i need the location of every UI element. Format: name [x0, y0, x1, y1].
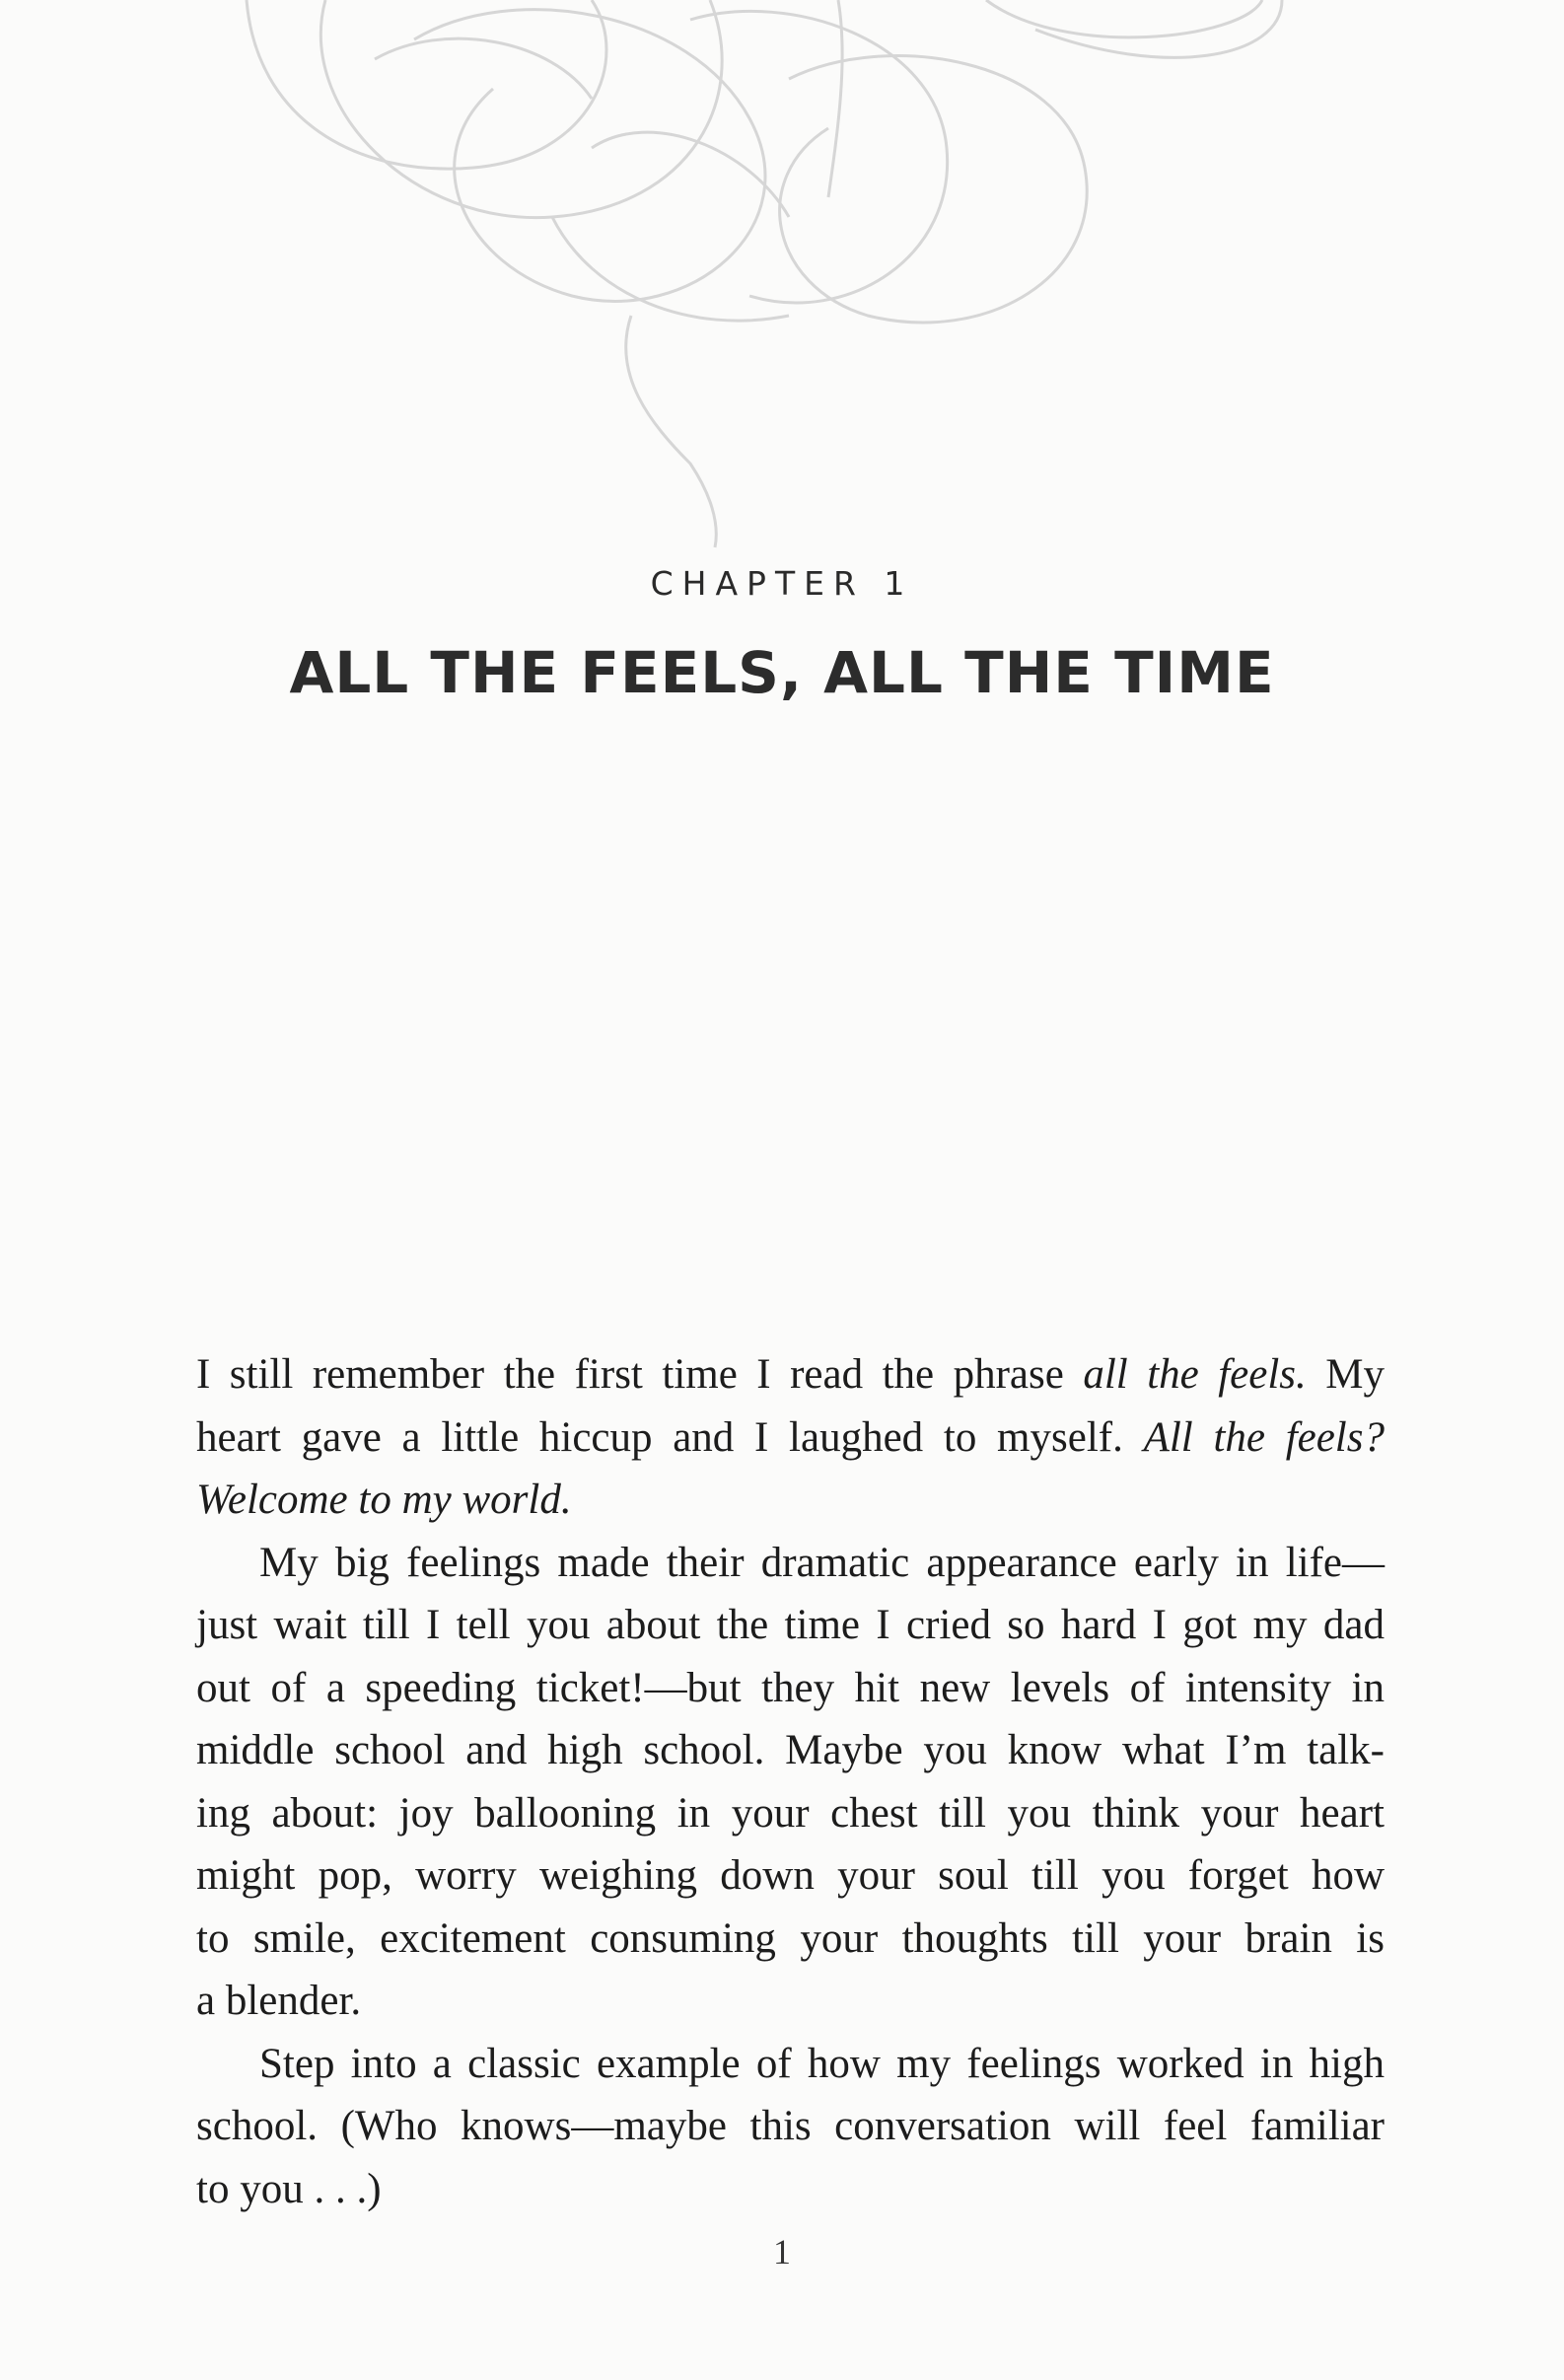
page-number: 1 [773, 2232, 791, 2272]
text-line: school. (Who knows—maybe this conversation will feel familiar [196, 2103, 1385, 2149]
text-line: heart gave a little hiccup and I laughed to myself. All the feels? [196, 1413, 1385, 1461]
chapter-body [196, 1343, 1385, 2220]
chapter-title: ALL THE FEELS, ALL THE TIME [289, 639, 1275, 706]
text-line: ing about: joy ballooning in your chest till you think your heart [196, 1789, 1385, 1837]
text-line: to you . . .) [196, 2165, 382, 2212]
text-line: I still remember the first time I read the phrase all the feels. My [196, 1351, 1385, 1398]
text-line: Welcome to my world. [196, 1477, 572, 1523]
text-line: My big feelings made their dramatic appearance early in life— [259, 1539, 1385, 1586]
text-line: out of a speeding ticket!—but they hit new levels of intensity in [196, 1664, 1385, 1711]
text-line: might pop, worry weighing down your soul till you forget how [196, 1852, 1385, 1899]
text-line: middle school and high school. Maybe you know what I’m talk- [196, 1727, 1385, 1773]
text-line: just wait till I tell you about the time I cried so hard I got my dad [196, 1602, 1385, 1648]
text-line: Step into a classic example of how my feelings worked in high [259, 2040, 1385, 2087]
scribble-ornament [0, 0, 1564, 552]
chapter-label: CHAPTER 1 [650, 564, 914, 603]
text-line: a blender. [196, 1978, 362, 2024]
text-line: to smile, excitement consuming your thoughts till your brain is [196, 1914, 1385, 1962]
